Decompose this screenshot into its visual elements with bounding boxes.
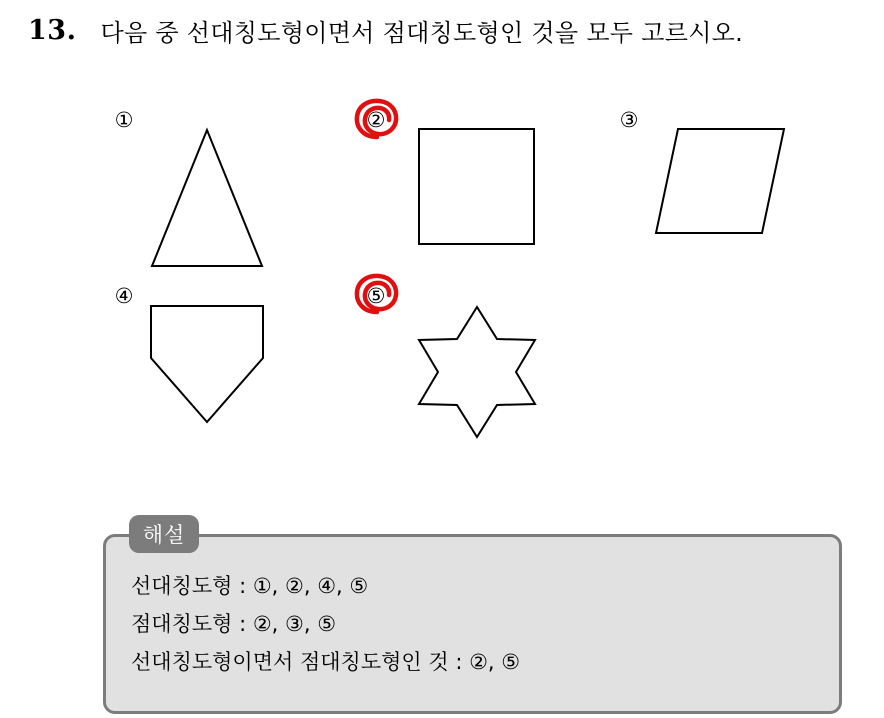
- figure-label-1: ①: [114, 108, 134, 132]
- question-text: 다음 중 선대칭도형이면서 점대칭도형인 것을 모두 고르시오.: [100, 18, 744, 47]
- triangle-figure: [140, 120, 275, 280]
- square-figure: [410, 120, 545, 255]
- figure-label-2: ②: [366, 108, 386, 132]
- parallelogram-figure: [645, 120, 795, 245]
- figure-label-5: ⑤: [366, 284, 386, 308]
- explanation-line-point-symmetric: 점대칭도형 : ②, ③, ⑤: [131, 612, 337, 636]
- explanation-line-both: 선대칭도형이면서 점대칭도형인 것 : ②, ⑤: [131, 650, 521, 674]
- figure-label-3: ③: [619, 108, 639, 132]
- question-header: [28, 10, 743, 50]
- figure-label-4: ④: [114, 284, 134, 308]
- explanation-lines: [131, 567, 520, 681]
- explanation-box: [103, 534, 842, 714]
- question-number: 13.: [28, 14, 77, 46]
- star-figure: [410, 300, 545, 445]
- pentagon-figure: [140, 296, 275, 431]
- explanation-line-line-symmetric: 선대칭도형 : ①, ②, ④, ⑤: [131, 574, 369, 598]
- explanation-tag: 해설: [129, 515, 199, 553]
